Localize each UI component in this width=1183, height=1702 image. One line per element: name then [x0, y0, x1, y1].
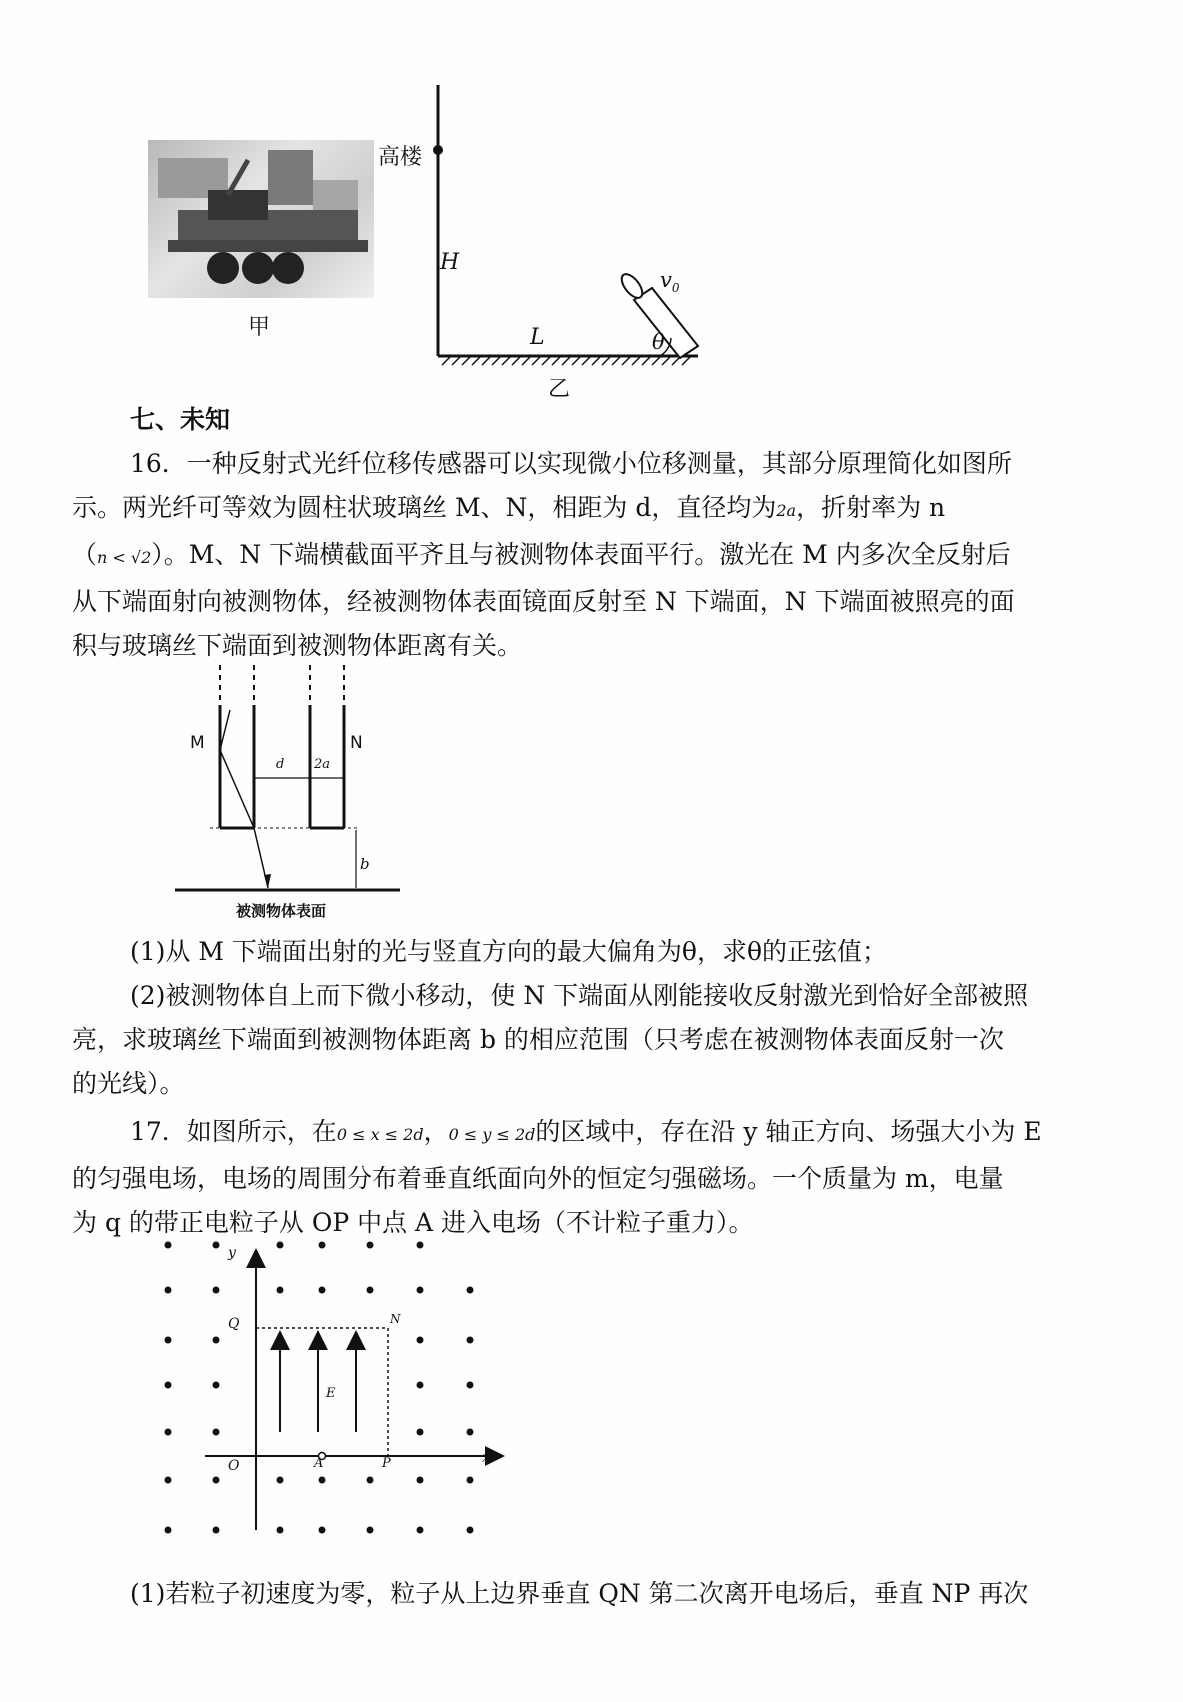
p17-q1: (1)若粒子初速度为零，粒子从上边界垂直 QN 第二次离开电场后，垂直 NP 再次 [130, 1579, 1029, 1608]
p17-line3: 为 q 的带正电粒子从 OP 中点 A 进入电场（不计粒子重力）。 [72, 1208, 754, 1237]
p17-cond-y: 0 ≤ y ≤ 2d [448, 1125, 536, 1144]
p16-inline-2a: 2a [776, 501, 797, 520]
problem17-text [72, 1110, 1132, 1245]
p16-line2-text: 示。两光纤可等效为圆柱状玻璃丝 M、N，相距为 d，直径均为 [72, 493, 777, 522]
projectile [618, 271, 646, 302]
label-y: y [228, 1245, 236, 1261]
label-v0 [660, 268, 680, 295]
fiber-label-2a: 2a [314, 757, 331, 772]
fiber-diagram [170, 660, 410, 910]
fiber-label-d: d [276, 757, 285, 772]
p16-line4: 从下端面射向被测物体，经被测物体表面镜面反射至 N 下端面，N 下端面被照亮的面 [72, 587, 1015, 616]
label-x: x [482, 1450, 490, 1466]
section-heading: 七、未知 [130, 405, 231, 434]
label-O: O [228, 1458, 240, 1474]
label-v0-sub: 0 [671, 281, 680, 296]
p16-q1: (1)从 M 下端面出射的光与竖直方向的最大偏角为θ，求θ的正弦值； [130, 937, 888, 966]
photo-caption: 甲 [248, 315, 271, 340]
p16-line3 [72, 533, 1132, 580]
surface-caption: 被测物体表面 [236, 902, 327, 920]
p17-line2: 的匀强电场，电场的周围分布着垂直纸面向外的恒定匀强磁场。一个质量为 m，电量 [72, 1164, 1004, 1193]
p16-line5: 积与玻璃丝下端面到被测物体距离有关。 [72, 631, 523, 660]
p16-q2-line1: (2)被测物体自上而下微小移动，使 N 下端面从刚能接收反射激光到恰好全部被照 [130, 981, 1029, 1010]
fiber-label-M: M [190, 733, 205, 753]
p16-n-condition: n < √2 [97, 548, 152, 567]
field-boundary [256, 1328, 388, 1456]
p17-line1-b: 的区域中，存在沿 y 轴正方向、场强大小为 E [535, 1117, 1042, 1146]
diagram-caption: 乙 [548, 377, 571, 402]
p16-line3-open: （ [72, 540, 98, 569]
label-P: P [382, 1456, 391, 1471]
label-E: E [326, 1386, 336, 1401]
problem16-questions [72, 930, 1132, 1106]
ground-hatching [442, 357, 690, 365]
fiber-label-b: b [360, 855, 370, 873]
laser-ray-2 [220, 750, 254, 828]
laser-arrow [264, 874, 271, 888]
p16-line2 [72, 486, 1132, 533]
p16-q2-line3: 的光线）。 [72, 1069, 185, 1098]
p16-line3-text: ）。M、N 下端横截面平齐且与被测物体表面平行。激光在 M 内多次全反射后 [151, 540, 1011, 569]
label-A: A [314, 1456, 324, 1471]
p17-line1-a: 17．如图所示，在 [130, 1117, 337, 1146]
p17-line1 [72, 1110, 1132, 1157]
label-v0-v: v [660, 268, 672, 292]
truck-photo [148, 140, 374, 298]
p17-sep: ， [423, 1117, 449, 1146]
label-Q: Q [228, 1316, 240, 1332]
p16-q2-line2: 亮，求玻璃丝下端面到被测物体距离 b 的相应范围（只考虑在被测物体表面反射一次 [72, 1025, 1004, 1054]
building-point [433, 145, 443, 155]
label-L: L [530, 325, 545, 350]
p17-cond-x: 0 ≤ x ≤ 2d [336, 1125, 424, 1144]
label-theta: θ [652, 330, 665, 354]
problem16-text [72, 442, 1132, 668]
p16-line2-tail: ，折射率为 n [796, 493, 946, 522]
fiber-label-N: N [350, 733, 363, 753]
label-H: H [440, 250, 460, 275]
label-building: 高楼 [378, 145, 423, 170]
label-N: N [390, 1312, 401, 1326]
problem17-questions [72, 1572, 1132, 1616]
p16-line1: 16．一种反射式光纤位移传感器可以实现微小位移测量，其部分原理简化如图所 [130, 449, 1012, 478]
building-diagram [420, 80, 720, 400]
truck-illustration [148, 140, 374, 298]
